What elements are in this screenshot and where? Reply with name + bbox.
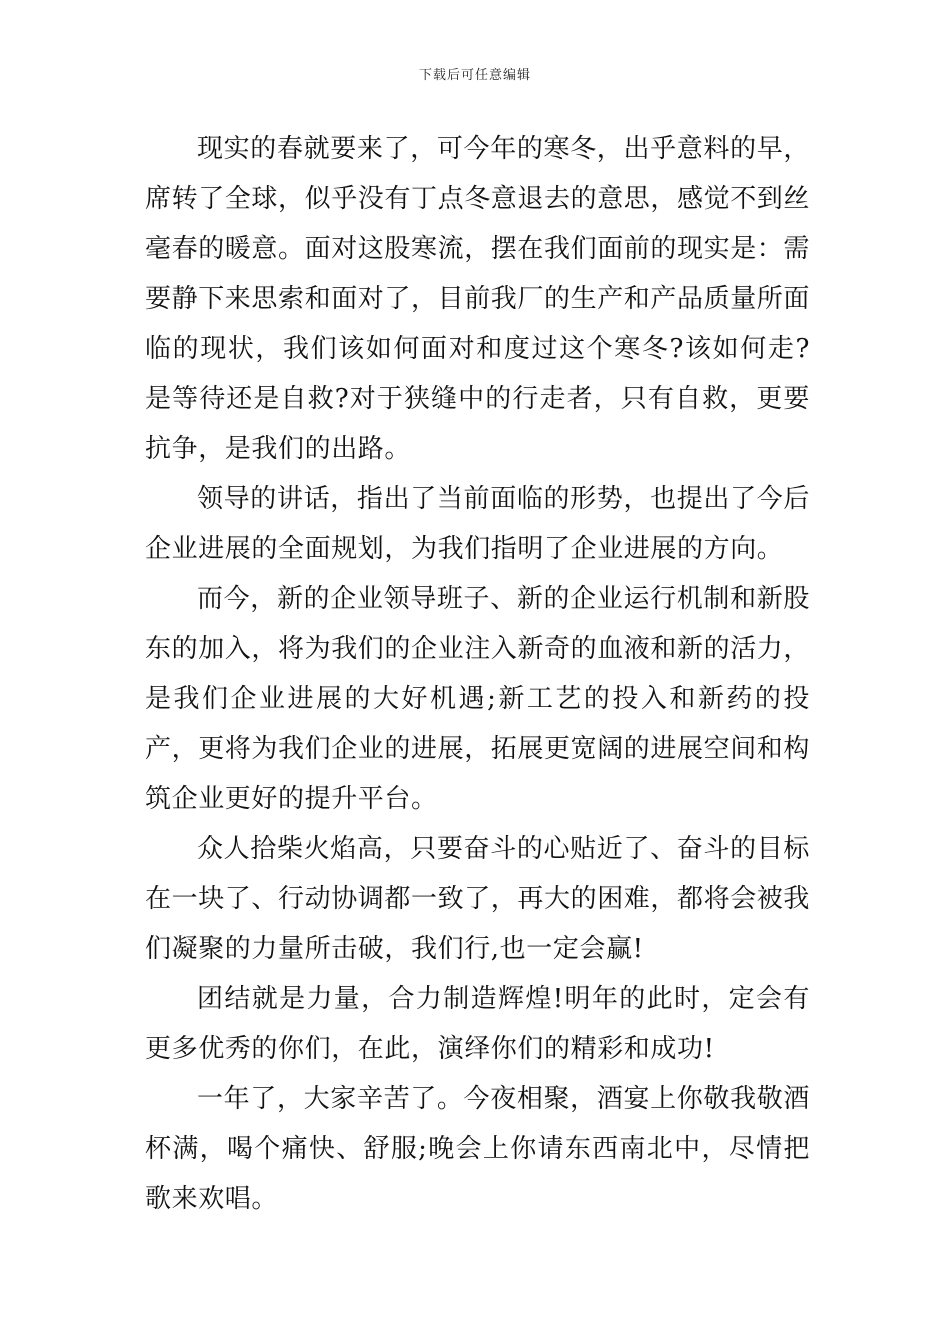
paragraph-2: 领导的讲话，指出了当前面临的形势，也提出了今后企业进展的全面规划，为我们指明了企业进展的方向。 [145,484,810,564]
document-body [145,124,810,1224]
paragraph-6: 一年了，大家辛苦了。今夜相聚，酒宴上你敬我敬酒杯满，喝个痛快、舒服;晚会上你请东西南北中，尽情把歌来欢唱。 [145,1084,810,1214]
paragraph-4: 众人拾柴火焰高，只要奋斗的心贴近了、奋斗的目标在一块了、行动协调都一致了，再大的困难，都将会被我们凝聚的力量所击破，我们行,也一定会赢! [145,834,811,964]
paragraph-5: 团结就是力量，合力制造辉煌!明年的此时，定会有更多优秀的你们，在此，演绎你们的精彩和成功! [145,984,810,1064]
paragraph-3: 而今，新的企业领导班子、新的企业运行机制和新股东的加入，将为我们的企业注入新奇的血液和新的活力，是我们企业进展的大好机遇;新工艺的投入和新药的投产，更将为我们企业的进展，拓展更宽阔的进展空间和构筑企业更好的提升平台。 [145,584,811,814]
header-note: 下载后可任意编辑 [418,68,531,83]
paragraph-1: 现实的春就要来了，可今年的寒冬，出乎意料的早，席转了全球，似乎没有丁点冬意退去的意思，感觉不到丝毫春的暖意。面对这股寒流，摆在我们面前的现实是：需要静下来思索和面对了，目前我厂的生产和产品质量所面临的现状，我们该如何面对和度过这个寒冬?该如何走?是等待还是自救?对于狭缝中的行走者，只有自救，更要抗争，是我们的出路。 [145,134,811,464]
